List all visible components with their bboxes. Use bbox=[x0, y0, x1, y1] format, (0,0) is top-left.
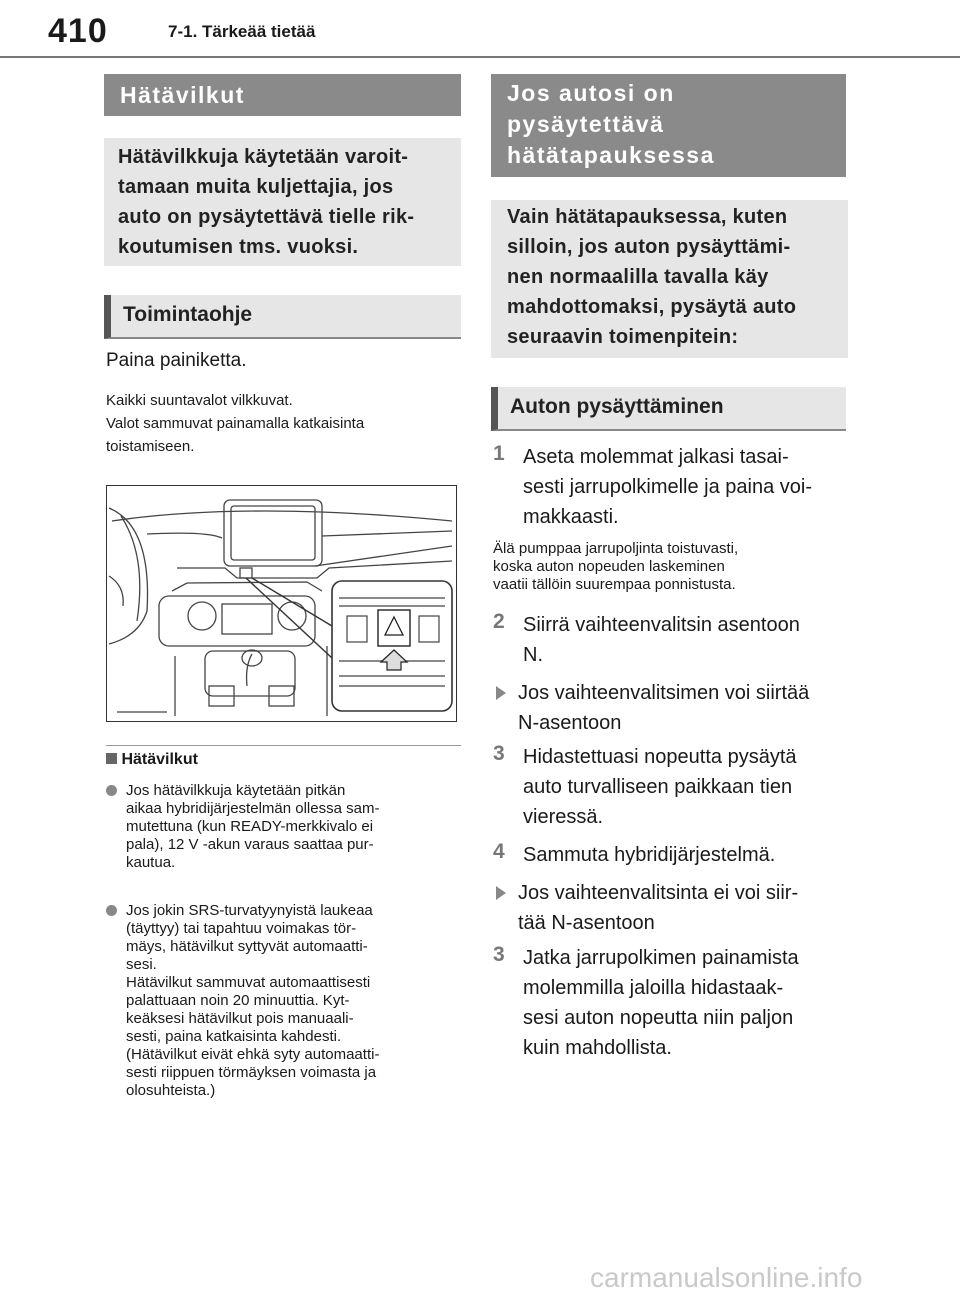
notes-title-text: Hätävilkut bbox=[121, 751, 198, 768]
bullet-line: Hätävilkut sammuvat automaattisesti bbox=[126, 974, 371, 991]
chapter-title: 7-1. Tärkeää tietää bbox=[168, 22, 316, 41]
condition-line: Jos vaihteenvalitsinta ei voi siir- bbox=[518, 882, 799, 904]
step-line: vieressä. bbox=[523, 806, 604, 828]
section-title-line: pysäytettävä bbox=[507, 111, 665, 137]
step-line: N. bbox=[523, 644, 543, 666]
step-number: 3 bbox=[493, 943, 505, 966]
bullet-dot-icon bbox=[106, 905, 117, 916]
note-line: koska auton nopeuden laskeminen bbox=[493, 558, 725, 575]
step-3b bbox=[493, 943, 853, 1063]
header-rule bbox=[0, 56, 960, 58]
bullet-line: Jos hätävilkkuja käytetään pitkän bbox=[126, 782, 346, 799]
bullet-line: palattuaan noin 20 minuuttia. Kyt- bbox=[126, 992, 350, 1009]
bullet-line: sesti riippuen törmäyksen voimasta ja bbox=[126, 1064, 377, 1081]
section-title-hazard-lights bbox=[104, 74, 461, 116]
condition-line: Jos vaihteenvalitsimen voi siirtää bbox=[518, 682, 810, 704]
bullet-line: sesi. bbox=[126, 956, 157, 973]
step-number: 2 bbox=[493, 610, 505, 633]
note-bullet bbox=[106, 902, 466, 1100]
step-line: molemmilla jaloilla hidastaak- bbox=[523, 977, 784, 999]
intro-line: Hätävilkkuja käytetään varoit- bbox=[118, 146, 409, 168]
intro-line: mahdottomaksi, pysäytä auto bbox=[507, 296, 797, 318]
intro-line: silloin, jos auton pysäyttämi- bbox=[507, 236, 791, 258]
condition-line: N-asentoon bbox=[518, 712, 622, 734]
step-line: Sammuta hybridijärjestelmä. bbox=[523, 844, 776, 866]
intro-line: tamaan muita kuljettajia, jos bbox=[118, 176, 394, 198]
step-line: Siirrä vaihteenvalitsin asentoon bbox=[523, 614, 800, 636]
condition-shift-not-possible bbox=[496, 878, 856, 938]
intro-line: nen normaalilla tavalla käy bbox=[507, 266, 769, 288]
step-1 bbox=[493, 442, 853, 532]
intro-box-right bbox=[491, 200, 848, 358]
bullet-line: (Hätävilkut eivät ehkä syty automaatti- bbox=[126, 1046, 380, 1063]
bullet-line: pala), 12 V -akun varaus saattaa pur- bbox=[126, 836, 374, 853]
watermark: carmanualsonline.info bbox=[590, 1262, 863, 1293]
step-1-note bbox=[493, 540, 853, 594]
subhead-stopping-vehicle bbox=[491, 387, 846, 431]
step-line: auto turvalliseen paikkaan tien bbox=[523, 776, 793, 798]
instruction-text: Paina painiketta. bbox=[106, 350, 247, 371]
step-3a bbox=[493, 742, 853, 832]
step-line: Jatka jarrupolkimen painamista bbox=[523, 947, 799, 969]
notes-divider bbox=[106, 745, 461, 746]
info-line: toistamiseen. bbox=[106, 438, 195, 455]
intro-line: seuraavin toimenpitein: bbox=[507, 326, 739, 348]
info-text bbox=[106, 389, 466, 458]
step-line: sesi auton nopeutta niin paljon bbox=[523, 1007, 794, 1029]
condition-shift-possible bbox=[496, 678, 856, 738]
subhead-operating-instructions bbox=[104, 295, 461, 339]
section-title-text: Hätävilkut bbox=[120, 82, 245, 108]
bullet-line: mutettuna (kun READY-merkkivalo ei bbox=[126, 818, 374, 835]
intro-box-left bbox=[104, 138, 461, 266]
note-line: Älä pumppaa jarrupoljinta toistuvasti, bbox=[493, 540, 739, 557]
subhead-text: Toimintaohje bbox=[123, 303, 253, 326]
intro-line: koutumisen tms. vuoksi. bbox=[118, 236, 359, 258]
step-number: 3 bbox=[493, 742, 505, 765]
condition-arrow-icon bbox=[496, 886, 506, 900]
bullet-line: mäys, hätävilkut syttyvät automaatti- bbox=[126, 938, 368, 955]
step-line: Aseta molemmat jalkasi tasai- bbox=[523, 446, 789, 468]
bullet-line: kautua. bbox=[126, 854, 176, 871]
section-title-line: hätätapauksessa bbox=[507, 142, 715, 168]
info-line: Valot sammuvat painamalla katkaisinta bbox=[106, 415, 365, 432]
bullet-line: Jos jokin SRS-turvatyynyistä laukeaa bbox=[126, 902, 373, 919]
notes-title bbox=[106, 751, 198, 769]
step-number: 4 bbox=[493, 840, 505, 863]
step-2 bbox=[493, 610, 853, 670]
step-line: Hidastettuasi nopeutta pysäytä bbox=[523, 746, 797, 768]
note-bullet bbox=[106, 782, 466, 872]
step-line: kuin mahdollista. bbox=[523, 1037, 672, 1059]
bullet-line: sesti, paina katkaisinta kahdesti. bbox=[126, 1028, 342, 1045]
step-number: 1 bbox=[493, 442, 505, 465]
condition-arrow-icon bbox=[496, 686, 506, 700]
bullet-dot-icon bbox=[106, 785, 117, 796]
bullet-line: olosuhteista.) bbox=[126, 1082, 216, 1099]
bullet-line: (täyttyy) tai tapahtuu voimakas tör- bbox=[126, 920, 357, 937]
condition-line: tää N-asentoon bbox=[518, 912, 655, 934]
step-line: makkaasti. bbox=[523, 506, 619, 528]
page-number: 410 bbox=[48, 12, 108, 50]
bullet-line: aikaa hybridijärjestelmän ollessa sam- bbox=[126, 800, 380, 817]
bullet-line: keäksesi hätävilkut pois manuaali- bbox=[126, 1010, 354, 1027]
section-title-line: Jos autosi on bbox=[507, 80, 675, 106]
square-bullet-icon bbox=[106, 753, 117, 764]
dashboard-illustration bbox=[106, 485, 457, 722]
step-4 bbox=[493, 840, 853, 870]
note-line: vaatii tällöin suurempaa ponnistusta. bbox=[493, 576, 736, 593]
step-line: sesti jarrupolkimelle ja paina voi- bbox=[523, 476, 813, 498]
info-line: Kaikki suuntavalot vilkkuvat. bbox=[106, 392, 293, 409]
section-title-emergency-stop bbox=[491, 74, 846, 177]
subhead-text: Auton pysäyttäminen bbox=[510, 395, 724, 418]
intro-line: Vain hätätapauksessa, kuten bbox=[507, 206, 788, 228]
dashboard-drawing bbox=[107, 486, 455, 720]
intro-line: auto on pysäytettävä tielle rik- bbox=[118, 206, 415, 228]
